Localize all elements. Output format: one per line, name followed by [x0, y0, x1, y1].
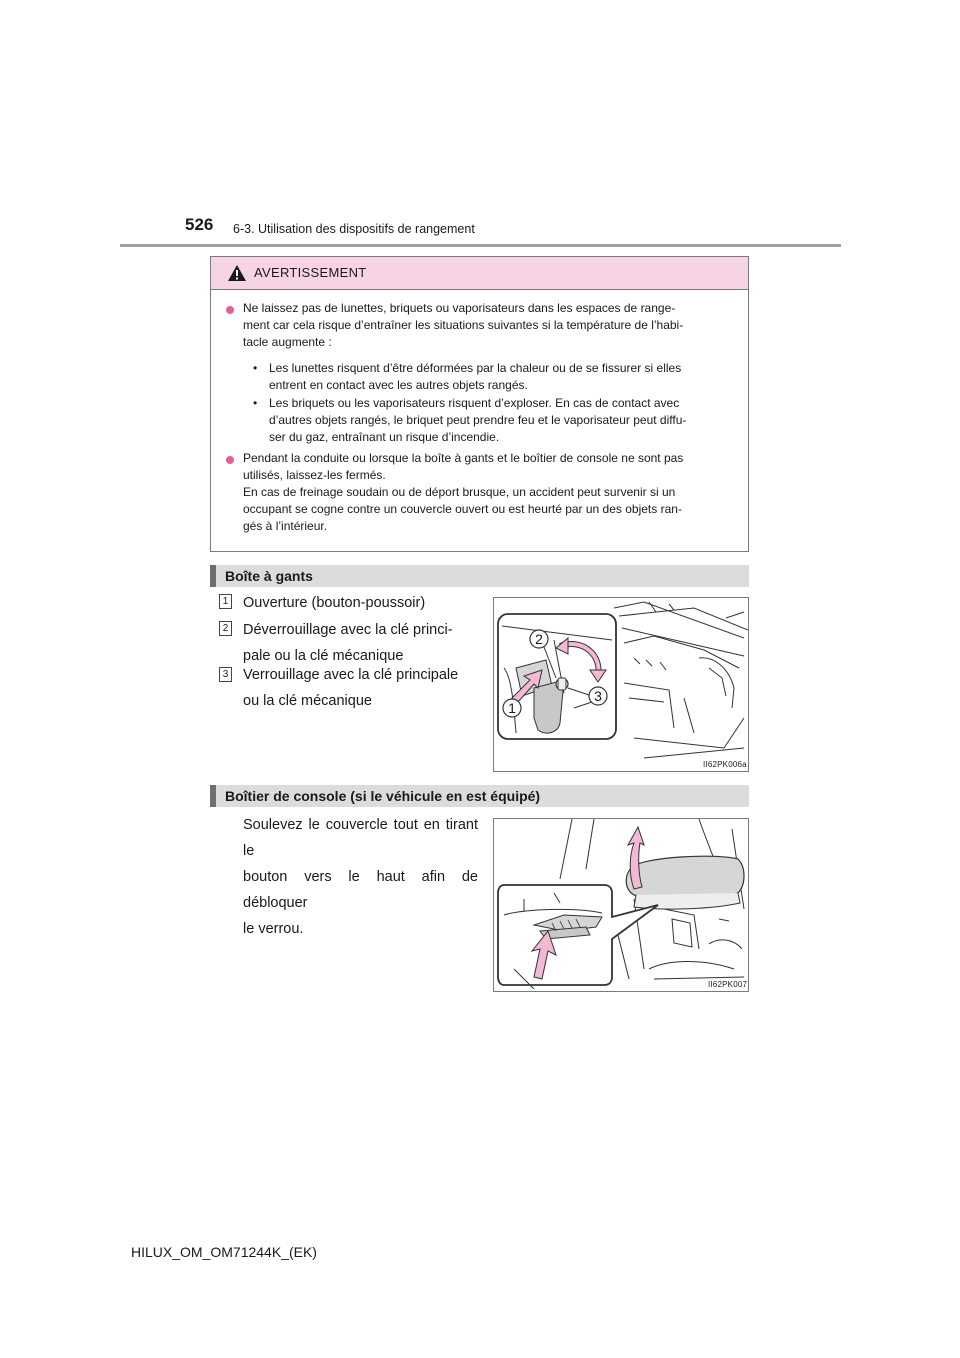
sub-bullet-marker: •: [253, 396, 258, 410]
text-line: entrent en contact avec les autres objets rangés.: [269, 378, 528, 392]
bullet-dot: [226, 456, 234, 464]
item-number-2: 2: [219, 621, 232, 636]
warning-title: AVERTISSEMENT: [254, 265, 367, 280]
heading-bar: [210, 785, 216, 807]
text-line: pale ou la clé mécanique: [243, 648, 404, 664]
glovebox-item-3: [243, 662, 478, 714]
sub-bullet-marker: •: [253, 361, 258, 375]
warning-header: [211, 257, 748, 290]
bullet-dot: [226, 306, 234, 314]
text-line: occupant se cogne contre un couvercle ouvert ou est heurté par un des objets ran-: [243, 502, 682, 516]
text-line: ou la clé mécanique: [243, 693, 372, 709]
text-line: Pendant la conduite ou lorsque la boîte à gants et le boîtier de console ne sont pas: [243, 451, 684, 465]
text-line: bouton vers le haut afin de débloquer: [243, 869, 478, 911]
callout-3: 3: [594, 688, 602, 704]
text-line: Les briquets ou les vaporisateurs risquent d’exploser. En cas de contact avec: [269, 396, 680, 410]
figure-code: II62PK006a: [703, 760, 747, 769]
text-line: Ne laissez pas de lunettes, briquets ou vaporisateurs dans les espaces de range-: [243, 301, 676, 315]
glovebox-illustration: [494, 598, 748, 771]
text-line: d’autres objets rangés, le briquet peut prendre feu et le vaporisateur peut diffu-: [269, 413, 687, 427]
warning-triangle-icon: [227, 264, 247, 282]
header-rule: [120, 244, 841, 247]
console-heading-label: Boîtier de console (si le véhicule en est équipé): [225, 788, 541, 804]
item-number-1: 1: [219, 594, 232, 609]
text-line: tacle augmente :: [243, 335, 332, 349]
item-number-3: 3: [219, 667, 232, 682]
console-instructions: [243, 812, 478, 942]
figure-code: II62PK007: [708, 980, 748, 989]
text-line: Les lunettes risquent d’être déformées par la chaleur ou de se fissurer si elles: [269, 361, 682, 375]
text-line: le verrou.: [243, 921, 304, 937]
page-number: 526: [185, 215, 214, 234]
text-line: Déverrouillage avec la clé princi-: [243, 622, 453, 638]
text-line: ment car cela risque d’entraîner les situations suivantes si la température de l’habi-: [243, 318, 684, 332]
warning-bullet-1: [243, 300, 743, 351]
glovebox-heading: [210, 565, 749, 587]
console-illustration: [494, 819, 748, 991]
warning-sub-bullet-2: [269, 395, 741, 446]
glovebox-heading-label: Boîte à gants: [225, 568, 313, 584]
text-line: Verrouillage avec la clé principale: [243, 667, 459, 683]
text-line: utilisés, laissez-les fermés.: [243, 468, 386, 482]
console-heading: [210, 785, 749, 807]
text-line: En cas de freinage soudain ou de déport brusque, un accident peut survenir si un: [243, 485, 676, 499]
text-line: gés à l’intérieur.: [243, 519, 328, 533]
heading-bar: [210, 565, 216, 587]
document-id: HILUX_OM_OM71244K_(EK): [131, 1244, 317, 1260]
text-line: Ouverture (bouton-poussoir): [243, 595, 426, 611]
console-figure: [493, 818, 749, 992]
text-line: Soulevez le couvercle tout en tirant le: [243, 817, 478, 859]
glovebox-figure: [493, 597, 749, 772]
callout-1: 1: [508, 700, 516, 716]
warning-sub-bullet-1: [269, 360, 741, 394]
warning-bullet-2: [243, 450, 743, 535]
callout-2: 2: [535, 631, 543, 647]
text-line: ser du gaz, entraînant un risque d’incendie.: [269, 430, 500, 444]
warning-box: [210, 256, 749, 552]
glovebox-item-1: [243, 590, 478, 616]
section-title: 6-3. Utilisation des dispositifs de rangement: [233, 222, 475, 236]
